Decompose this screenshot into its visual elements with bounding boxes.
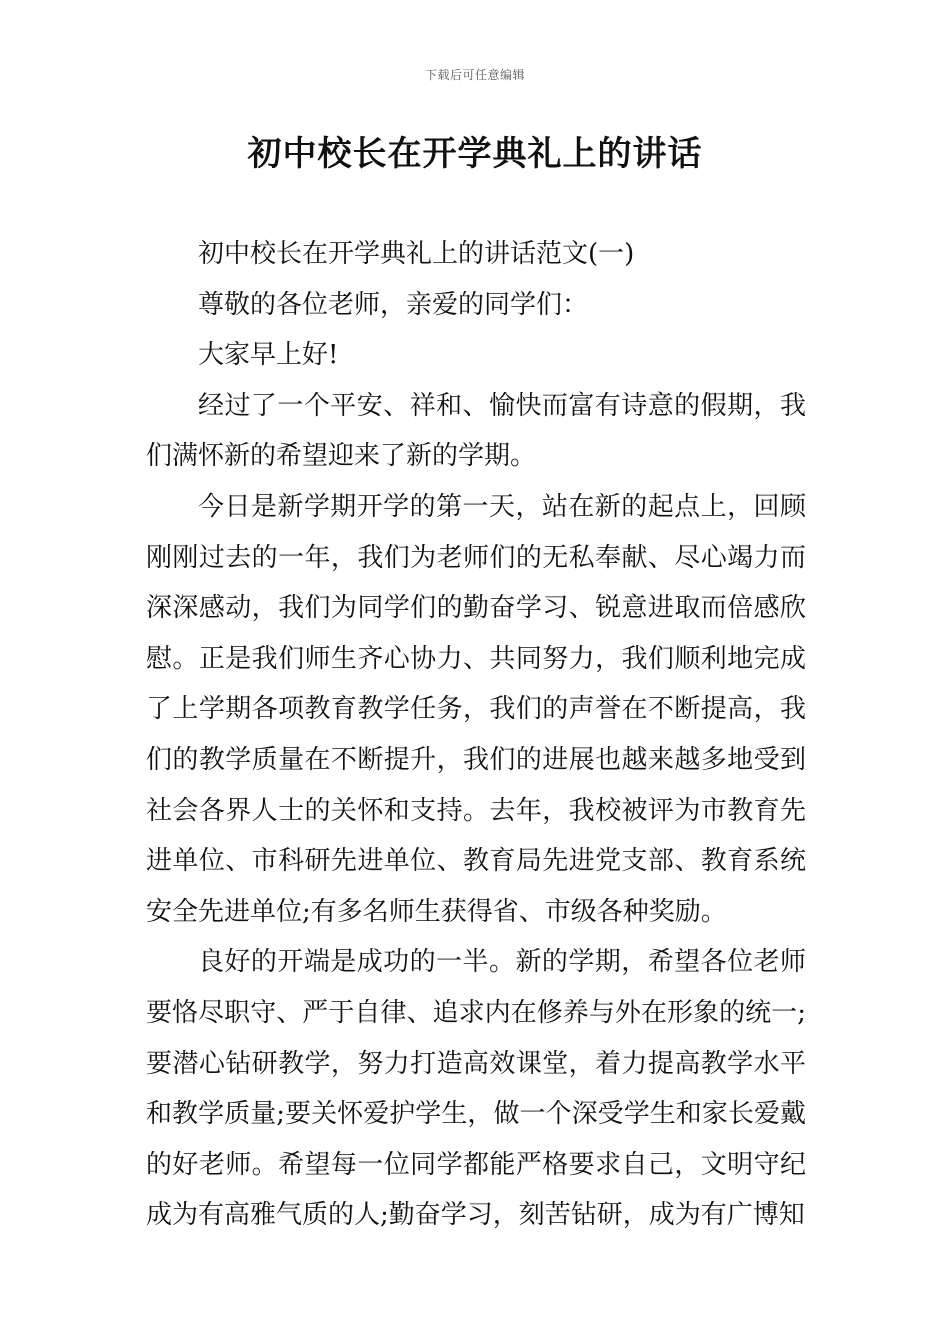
document-title: 初中校长在开学典礼上的讲话 (247, 134, 703, 174)
paragraph-intro: 经过了一个平安、祥和、愉快而富有诗意的假期，我们满怀新的希望迎来了新的学期。 (146, 390, 806, 472)
header-note: 下载后可任意编辑 (424, 68, 525, 82)
paragraph-subtitle: 初中校长在开学典礼上的讲话范文(一) (198, 239, 635, 269)
paragraph-salutation: 尊敬的各位老师，亲爱的同学们： (198, 289, 589, 320)
paragraph-greeting: 大家早上好! (198, 340, 339, 371)
paragraph-expectations: 良好的开端是成功的一半。新的学期，希望各位老师要恪尽职守、严于自律、追求内在修养与外在形象的统一;要潜心钻研教学，努力打造高效课堂，着力提高教学水平和教学质量;要关怀爱护学生，做一个深受学生和家长爱戴的好老师。希望每一位同学都能严格要求自己，文明守纪成为有高雅气质的人;勤奋学习，刻苦钻研，成为有广博知 (146, 947, 806, 1231)
paragraph-review: 今日是新学期开学的第一天，站在新的起点上，回顾刚刚过去的一年，我们为老师们的无私奉献、尽心竭力而深深感动，我们为同学们的勤奋学习、锐意进取而倍感欣慰。正是我们师生齐心协力、共同努力，我们顺利地完成了上学期各项教育教学任务，我们的声誉在不断提高，我们的教学质量在不断提升，我们的进展也越来越多地受到社会各界人士的关怀和支持。去年，我校被评为市教育先进单位、市科研先进单位、教育局先进党支部、教育系统安全先进单位;有多名师生获得省、市级各种奖励。 (146, 491, 806, 927)
document-body (146, 229, 806, 1241)
